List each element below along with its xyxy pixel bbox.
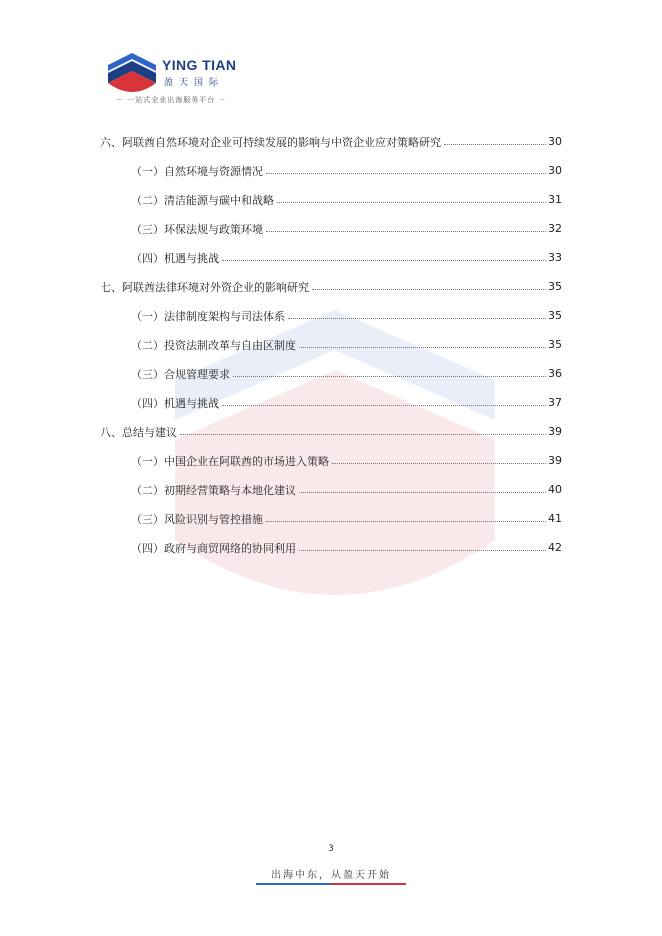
toc-entry[interactable] xyxy=(100,330,562,359)
footer-divider xyxy=(256,883,406,885)
toc-entry-label: 六、阿联酋自然环境对企业可持续发展的影响与中资企业应对策略研究 xyxy=(100,135,441,149)
toc-leader xyxy=(299,550,546,551)
toc-entry[interactable] xyxy=(100,156,562,185)
toc-entry-label: （一）自然环境与资源情况 xyxy=(131,164,263,178)
toc-entry[interactable] xyxy=(100,359,562,388)
toc-leader xyxy=(266,173,546,174)
footer-slogan: 出海中东，从盈天开始 xyxy=(271,870,391,881)
toc-entry-label: 七、阿联酋法律环境对外资企业的影响研究 xyxy=(100,280,309,294)
toc-leader xyxy=(299,347,546,348)
toc-entry[interactable] xyxy=(100,127,562,156)
toc-entry-page: 35 xyxy=(548,309,562,322)
toc-leader xyxy=(332,463,546,464)
toc-leader xyxy=(180,434,546,435)
toc-leader xyxy=(312,289,546,290)
toc-entry-page: 39 xyxy=(548,454,562,467)
brand-name-cn: 盈天国际 xyxy=(164,78,225,88)
toc-leader xyxy=(233,376,546,377)
toc-entry-label: 八、总结与建议 xyxy=(100,425,177,439)
page-number: 3 xyxy=(328,844,334,854)
toc-entry-page: 33 xyxy=(548,251,562,264)
toc-entry-label: （四）政府与商贸网络的协同利用 xyxy=(131,541,296,555)
toc-entry-page: 35 xyxy=(548,338,562,351)
toc-entry-label: （一）法律制度架构与司法体系 xyxy=(131,309,285,323)
toc-entry-page: 41 xyxy=(548,512,562,525)
toc-entry-label: （二）清洁能源与碳中和战略 xyxy=(131,193,274,207)
toc-leader xyxy=(277,202,546,203)
toc-entry-page: 36 xyxy=(548,367,562,380)
toc-entry-page: 37 xyxy=(548,396,562,409)
toc-entry-page: 35 xyxy=(548,280,562,293)
toc-leader xyxy=(299,492,546,493)
table-of-contents xyxy=(100,127,562,562)
toc-entry-page: 39 xyxy=(548,425,562,438)
toc-entry-page: 42 xyxy=(548,541,562,554)
toc-entry-label: （一）中国企业在阿联酋的市场进入策略 xyxy=(131,454,329,468)
brand-name-en: YING TIAN xyxy=(162,57,237,73)
toc-leader xyxy=(288,318,546,319)
toc-entry-label: （四）机遇与挑战 xyxy=(131,251,219,265)
toc-entry-label: （二）初期经营策略与本地化建议 xyxy=(131,483,296,497)
toc-leader xyxy=(266,231,546,232)
toc-entry[interactable] xyxy=(100,243,562,272)
logo-emblem-icon xyxy=(106,51,158,97)
toc-leader xyxy=(266,521,546,522)
toc-entry-label: （三）风险识别与管控措施 xyxy=(131,512,263,526)
toc-entry[interactable] xyxy=(100,185,562,214)
toc-entry[interactable] xyxy=(100,272,562,301)
toc-entry-label: （三）环保法规与政策环境 xyxy=(131,222,263,236)
toc-entry-page: 30 xyxy=(548,135,562,148)
toc-leader xyxy=(222,405,546,406)
toc-entry[interactable] xyxy=(100,214,562,243)
toc-entry[interactable] xyxy=(100,446,562,475)
tagline: － 一站式全业出海服务平台 － xyxy=(116,96,227,104)
toc-entry[interactable] xyxy=(100,301,562,330)
toc-entry-page: 31 xyxy=(548,193,562,206)
toc-entry-label: （三）合规管理要求 xyxy=(131,367,230,381)
toc-leader xyxy=(222,260,546,261)
toc-entry-page: 32 xyxy=(548,222,562,235)
toc-entry-label: （二）投资法制改革与自由区制度 xyxy=(131,338,296,352)
toc-entry[interactable] xyxy=(100,475,562,504)
toc-entry[interactable] xyxy=(100,417,562,446)
toc-entry[interactable] xyxy=(100,388,562,417)
toc-entry[interactable] xyxy=(100,533,562,562)
toc-leader xyxy=(444,144,546,145)
toc-entry[interactable] xyxy=(100,504,562,533)
toc-entry-label: （四）机遇与挑战 xyxy=(131,396,219,410)
toc-entry-page: 30 xyxy=(548,164,562,177)
toc-entry-page: 40 xyxy=(548,483,562,496)
